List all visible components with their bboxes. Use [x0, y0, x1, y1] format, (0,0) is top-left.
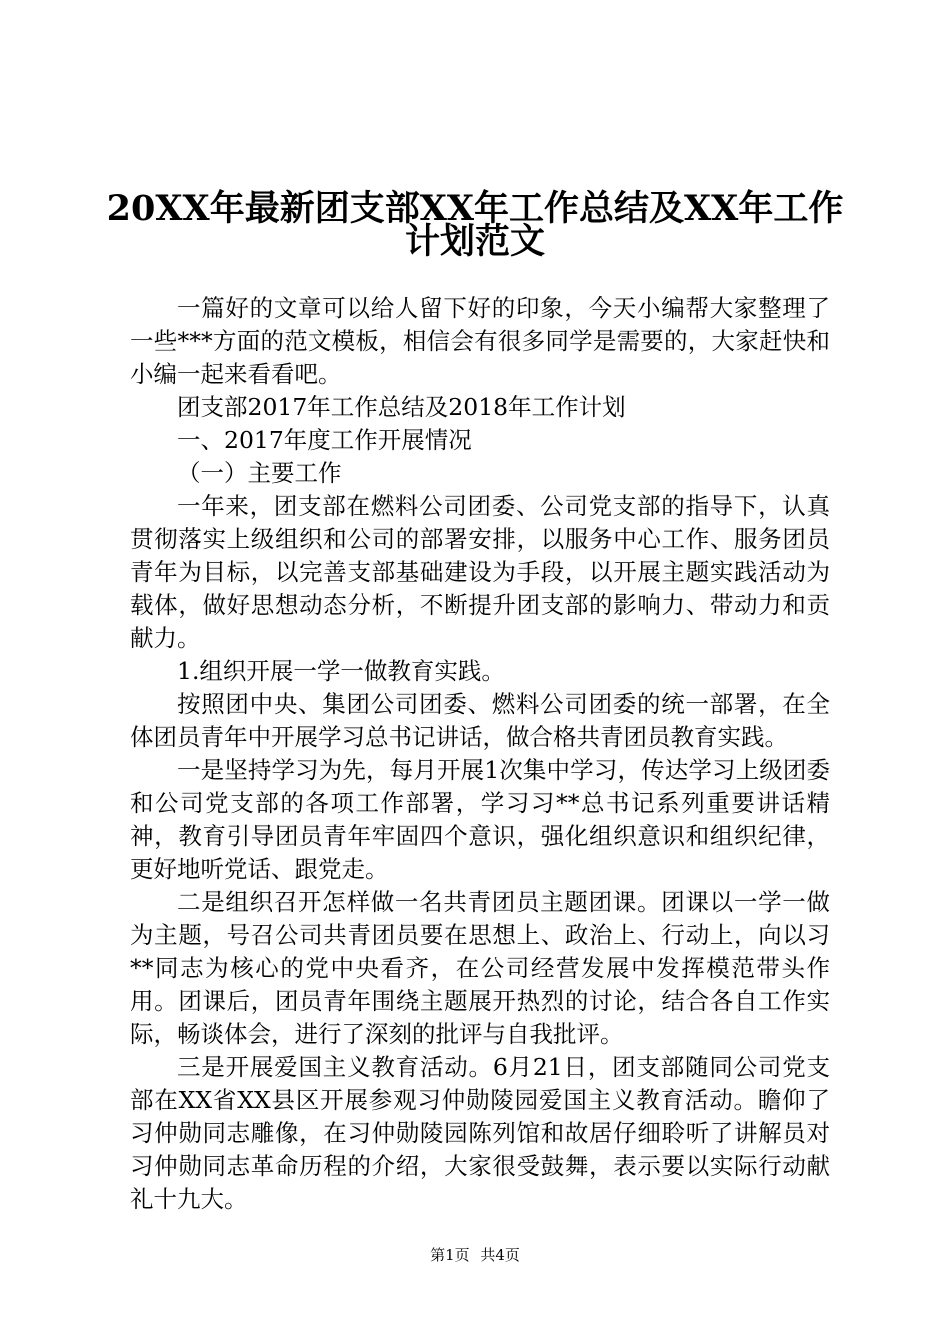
paragraph: 二是组织召开怎样做一名共青团员主题团课。团课以一学一做为主题，号召公司共青团员要在思想上、政治上、行动上，向以习**同志为核心的党中央看齐，在公司经营发展中发挥模范带头作用。团课后，团员青年围绕主题展开热烈的讨论，结合各自工作实际，畅谈体会，进行了深刻的批评与自我批评。 [130, 888, 830, 1048]
page-footer [0, 1245, 950, 1265]
subsection-heading: （一）主要工作 [177, 459, 342, 487]
document-title-line1: 20XX年最新团支部XX年工作总结及XX年工作 [106, 188, 844, 229]
document-title-line2: 计划范文 [404, 221, 545, 262]
document-body [130, 292, 830, 1216]
paragraph: 三是开展爱国主义教育活动。6月21日，团支部随同公司党支部在XX省XX县区开展参观习仲勋陵园爱国主义教育活动。瞻仰了习仲勋同志雕像，在习仲勋陵园陈列馆和故居仔细聆听了讲解员对习仲勋同志革命历程的介绍，大家很受鼓舞，表示要以实际行动献礼十九大。 [130, 1053, 830, 1213]
paragraph-intro: 一篇好的文章可以给人留下好的印象，今天小编帮大家整理了一些***方面的范文模板，相信会有很多同学是需要的，大家赶快和小编一起来看看吧。 [130, 294, 830, 388]
paragraph: 按照团中央、集团公司团委、燃料公司团委的统一部署，在全体团员青年中开展学习总书记讲话，做合格共青团员教育实践。 [130, 690, 830, 751]
page-number: 第1页 [430, 1246, 470, 1264]
paragraph: 一是坚持学习为先，每月开展1次集中学习，传达学习上级团委和公司党支部的各项工作部署，学习习**总书记系列重要讲话精神，教育引导团员青年牢固四个意识，强化组织意识和组织纪律，更好地听党话、跟党走。 [130, 756, 830, 883]
item-heading: 1.组织开展一学一做教育实践。 [177, 657, 505, 685]
paragraph: 一年来，团支部在燃料公司团委、公司党支部的指导下，认真贯彻落实上级组织和公司的部署安排，以服务中心工作、服务团员青年为目标，以完善支部基础建设为手段，以开展主题实践活动为载体，做好思想动态分析，不断提升团支部的影响力、带动力和贡献力。 [130, 492, 830, 652]
paragraph-subtitle: 团支部2017年工作总结及2018年工作计划 [177, 393, 626, 421]
page-total: 共4页 [480, 1246, 520, 1264]
section-heading: 一、2017年度工作开展情况 [177, 426, 472, 454]
